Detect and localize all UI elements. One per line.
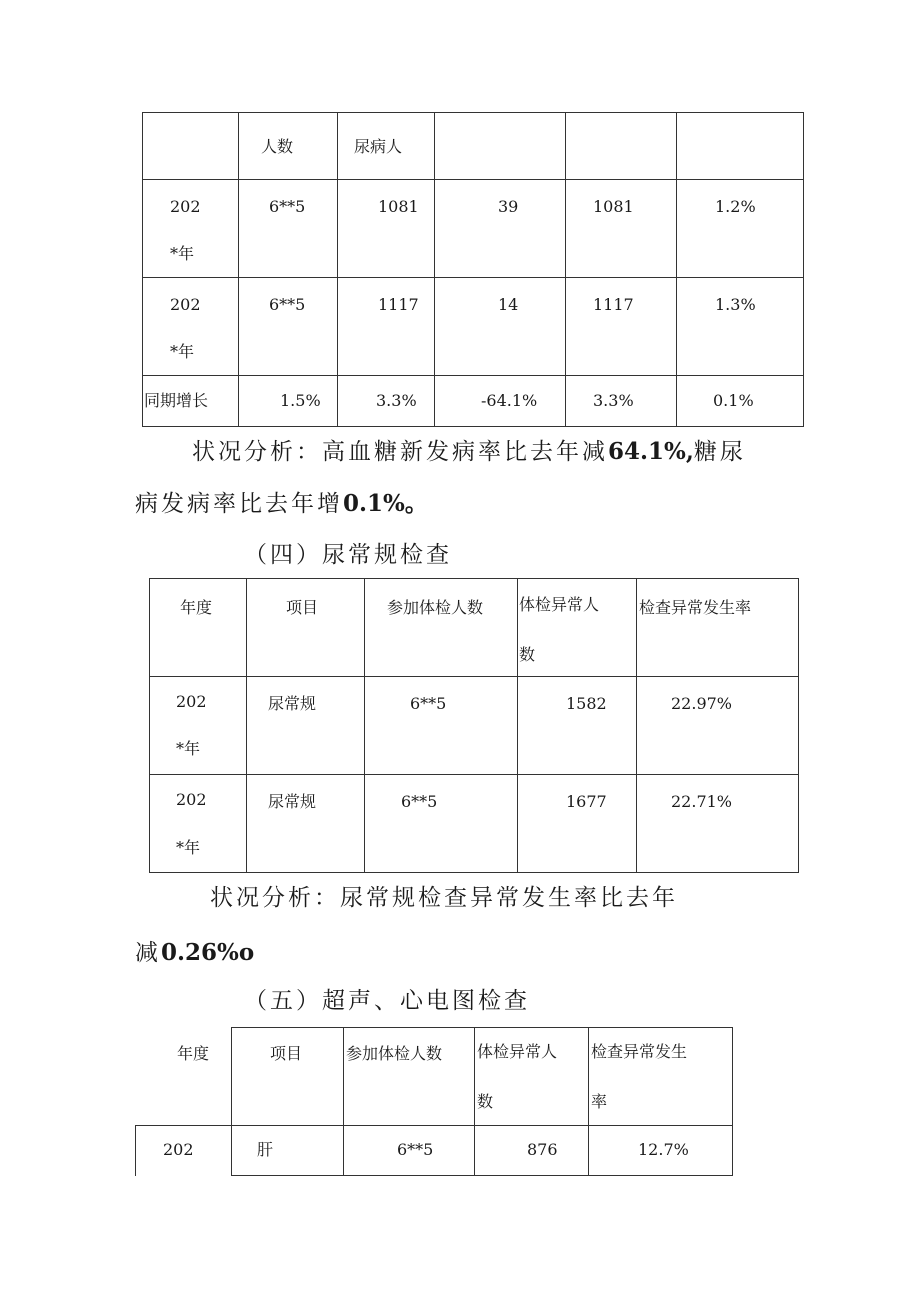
header-cell: 参加体检人数 xyxy=(365,579,518,677)
year-cell: 202 xyxy=(163,1140,194,1159)
header-cell xyxy=(143,113,239,180)
year-cell: 202 *年 xyxy=(150,677,247,775)
table-cell: 1081 xyxy=(566,180,677,278)
table-cell: 12.7% xyxy=(589,1126,733,1176)
table-cell: 6**5 xyxy=(344,1126,475,1176)
table-header-row xyxy=(143,113,804,180)
table-cell: 1.2% xyxy=(677,180,804,278)
table-cell: 876 xyxy=(475,1126,589,1176)
table-cell: 39 xyxy=(435,180,566,278)
table-header-divider xyxy=(135,1125,232,1126)
header-cell-year: 年度 xyxy=(177,1044,210,1063)
header-cell xyxy=(677,113,804,180)
year-cell: 202 *年 xyxy=(143,180,239,278)
header-cell: 年度 xyxy=(150,579,247,677)
table-cell: 14 xyxy=(435,278,566,376)
table-cell: 6**5 xyxy=(365,677,518,775)
table-cell: 尿常规 xyxy=(247,775,365,873)
table-left-edge xyxy=(135,1126,136,1176)
table-cell: 6**5 xyxy=(239,278,338,376)
header-cell xyxy=(435,113,566,180)
table-row xyxy=(143,180,804,278)
table-cell: 22.71% xyxy=(637,775,799,873)
header-cell: 检查异常发生率 xyxy=(637,579,799,677)
table-row xyxy=(232,1126,733,1176)
analysis-paragraph-1-line2: 病发病率比去年增0.1%。 xyxy=(135,490,428,517)
year-cell: 同期增长 xyxy=(143,376,239,427)
header-cell: 人数 xyxy=(239,113,338,180)
table-cell: -64.1% xyxy=(435,376,566,427)
table-cell: 3.3% xyxy=(566,376,677,427)
header-cell: 检查异常发生 率 xyxy=(589,1028,733,1126)
table-cell: 肝 xyxy=(232,1126,344,1176)
table-cell: 3.3% xyxy=(338,376,435,427)
header-cell: 尿病人 xyxy=(338,113,435,180)
table-cell: 6**5 xyxy=(239,180,338,278)
table-cell: 22.97% xyxy=(637,677,799,775)
header-cell: 参加体检人数 xyxy=(344,1028,475,1126)
table-cell: 尿常规 xyxy=(247,677,365,775)
header-cell: 项目 xyxy=(247,579,365,677)
section-heading-urine: （四）尿常规检查 xyxy=(244,542,452,568)
year-cell: 202 *年 xyxy=(150,775,247,873)
table-cell: 1117 xyxy=(338,278,435,376)
table-row xyxy=(150,775,799,873)
table-cell: 1.3% xyxy=(677,278,804,376)
table-row xyxy=(143,278,804,376)
analysis-paragraph-2-line2: 减0.26%o xyxy=(135,939,255,966)
table-header-row xyxy=(232,1028,733,1126)
header-cell xyxy=(566,113,677,180)
table-cell: 0.1% xyxy=(677,376,804,427)
year-cell: 202 *年 xyxy=(143,278,239,376)
header-cell: 项目 xyxy=(232,1028,344,1126)
section-heading-ultrasound-ecg: （五）超声、心电图检查 xyxy=(244,988,530,1014)
table-cell: 1677 xyxy=(518,775,637,873)
table-header-row xyxy=(150,579,799,677)
table-ultrasound-ecg xyxy=(231,1027,733,1176)
table-row xyxy=(143,376,804,427)
analysis-paragraph-1-line1: 状况分析：高血糖新发病率比去年减64.1%,糖尿 xyxy=(192,438,746,465)
table-cell: 1582 xyxy=(518,677,637,775)
table-row xyxy=(150,677,799,775)
analysis-paragraph-2-line1: 状况分析：尿常规检查异常发生率比去年 xyxy=(210,885,678,911)
header-cell: 体检异常人 数 xyxy=(475,1028,589,1126)
table-cell: 6**5 xyxy=(365,775,518,873)
table-blood-sugar xyxy=(142,112,804,427)
table-cell: 1081 xyxy=(338,180,435,278)
table-urine-routine xyxy=(149,578,799,873)
table-cell: 1.5% xyxy=(239,376,338,427)
header-cell: 体检异常人 数 xyxy=(518,579,637,677)
table-cell: 1117 xyxy=(566,278,677,376)
